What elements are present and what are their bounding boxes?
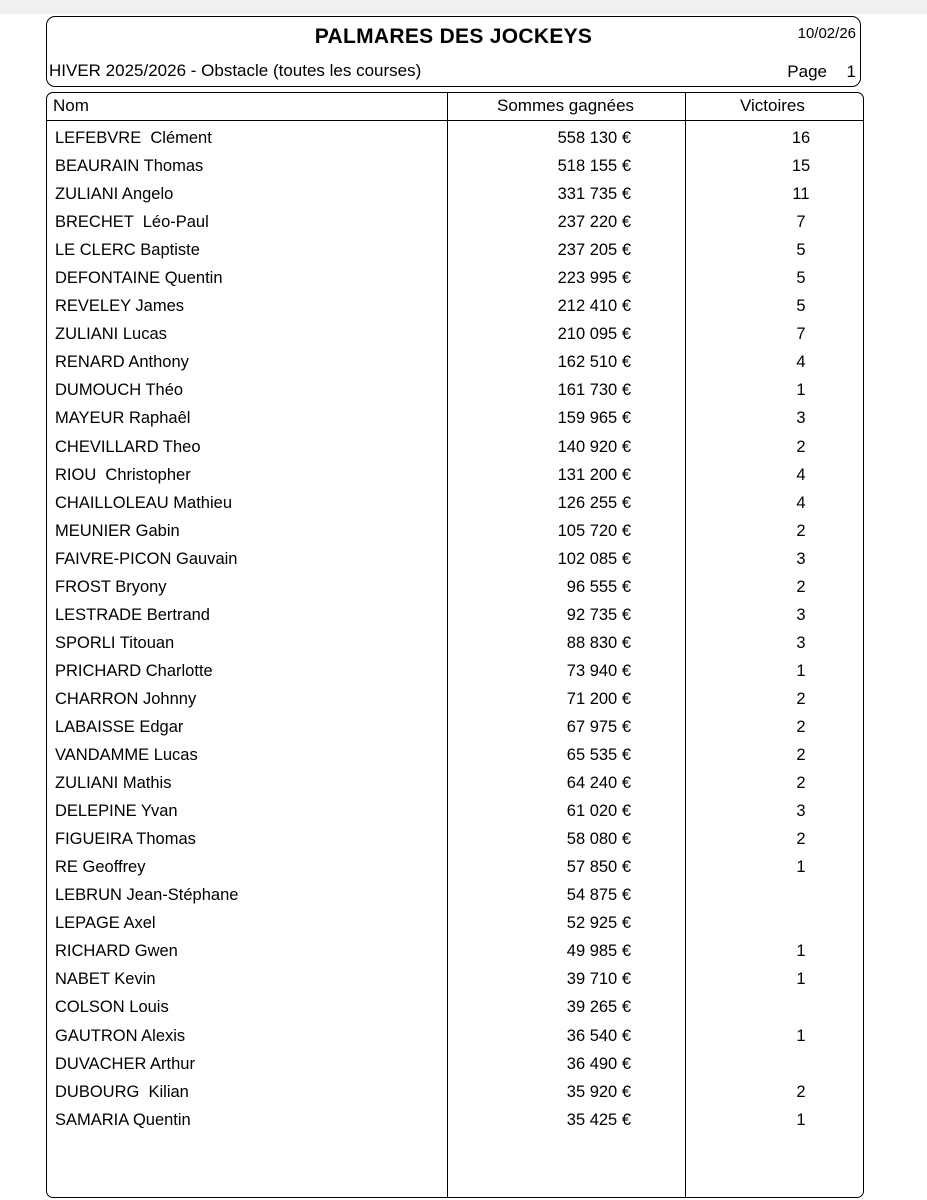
table-row <box>47 379 863 407</box>
jockey-name: CHAILLOLEAU Mathieu <box>55 493 232 512</box>
jockey-name: BRECHET Léo-Paul <box>55 213 209 232</box>
table-row <box>47 800 863 828</box>
victories: 1 <box>796 661 806 680</box>
table-row <box>47 295 863 323</box>
sum-won: 35 425 € <box>566 1110 631 1129</box>
sum-won: 212 410 € <box>557 297 631 316</box>
sum-won: 159 965 € <box>557 409 631 428</box>
table-row <box>47 688 863 716</box>
table-row <box>47 127 863 155</box>
jockey-name: LABAISSE Edgar <box>55 717 184 736</box>
sum-won: 96 555 € <box>566 577 631 596</box>
sum-won: 331 735 € <box>557 185 631 204</box>
report-title: PALMARES DES JOCKEYS <box>314 25 593 48</box>
sum-won: 67 975 € <box>566 717 631 736</box>
sum-won: 73 940 € <box>566 661 631 680</box>
sum-won: 237 205 € <box>557 241 631 260</box>
report-date: 10/02/26 <box>797 25 856 42</box>
jockey-name: RE Geoffrey <box>55 858 146 877</box>
table-row <box>47 520 863 548</box>
rankings-table <box>46 92 864 1198</box>
jockey-name: CHEVILLARD Theo <box>55 437 201 456</box>
victories: 2 <box>796 746 806 765</box>
table-row <box>47 744 863 772</box>
table-row <box>47 239 863 267</box>
victories: 2 <box>796 1082 806 1101</box>
jockey-name: LEFEBVRE Clément <box>55 129 212 147</box>
victories: 7 <box>796 325 806 344</box>
jockey-name: MAYEUR Raphaêl <box>55 409 191 428</box>
table-row <box>47 996 863 1024</box>
jockey-name: PRICHARD Charlotte <box>55 661 213 680</box>
victories: 1 <box>796 381 806 400</box>
victories: 3 <box>796 409 806 428</box>
table-row <box>47 323 863 351</box>
jockey-name: BEAURAIN Thomas <box>55 157 204 176</box>
sum-won: 58 080 € <box>566 830 631 849</box>
jockey-name: LE CLERC Baptiste <box>55 241 200 260</box>
table-body <box>47 127 863 1137</box>
victories: 2 <box>796 577 806 596</box>
column-header-wins: Victoires <box>740 96 805 115</box>
jockey-name: LEPAGE Axel <box>55 914 156 933</box>
jockey-name: REVELEY James <box>55 297 185 316</box>
jockey-name: SAMARIA Quentin <box>55 1110 191 1129</box>
sum-won: 558 130 € <box>557 129 631 147</box>
sum-won: 54 875 € <box>566 886 631 905</box>
table-row <box>47 632 863 660</box>
sum-won: 210 095 € <box>557 325 631 344</box>
victories: 2 <box>796 830 806 849</box>
table-row <box>47 407 863 435</box>
sum-won: 71 200 € <box>566 689 631 708</box>
table-row <box>47 464 863 492</box>
sum-won: 162 510 € <box>557 353 631 372</box>
jockey-name: ZULIANI Mathis <box>55 774 172 793</box>
victories: 1 <box>796 970 806 989</box>
jockey-name: LESTRADE Bertrand <box>55 605 210 624</box>
sum-won: 49 985 € <box>566 942 631 961</box>
table-row <box>47 267 863 295</box>
victories: 5 <box>796 241 806 260</box>
top-band <box>0 0 927 14</box>
header-divider <box>47 120 863 121</box>
sum-won: 161 730 € <box>557 381 631 400</box>
jockey-name: VANDAMME Lucas <box>55 746 198 765</box>
victories: 7 <box>796 213 806 232</box>
jockey-name: RICHARD Gwen <box>55 942 178 961</box>
table-row <box>47 1025 863 1053</box>
table-row <box>47 155 863 183</box>
sum-won: 126 255 € <box>557 493 631 512</box>
sum-won: 35 920 € <box>566 1082 631 1101</box>
sum-won: 52 925 € <box>566 914 631 933</box>
table-row <box>47 211 863 239</box>
table-row <box>47 828 863 856</box>
table-row <box>47 492 863 520</box>
sum-won: 57 850 € <box>566 858 631 877</box>
sum-won: 65 535 € <box>566 746 631 765</box>
table-row <box>47 912 863 940</box>
sum-won: 131 200 € <box>557 465 631 484</box>
table-row <box>47 548 863 576</box>
victories: 2 <box>796 521 806 540</box>
victories: 16 <box>791 129 811 147</box>
victories: 3 <box>796 633 806 652</box>
jockey-name: DUMOUCH Théo <box>55 381 184 400</box>
jockey-name: SPORLI Titouan <box>55 633 175 652</box>
victories: 2 <box>796 437 806 456</box>
sum-won: 36 490 € <box>566 1054 631 1073</box>
victories: 4 <box>796 465 806 484</box>
table-row <box>47 772 863 800</box>
victories: 3 <box>796 605 806 624</box>
victories: 15 <box>791 157 811 176</box>
victories: 1 <box>796 942 806 961</box>
jockey-name: DELEPINE Yvan <box>55 802 178 821</box>
victories: 1 <box>796 1026 806 1045</box>
table-row <box>47 968 863 996</box>
report-subtitle: HIVER 2025/2026 - Obstacle (toutes les courses) <box>49 61 422 80</box>
table-row <box>47 1081 863 1109</box>
table-row <box>47 940 863 968</box>
jockey-name: RENARD Anthony <box>55 353 189 372</box>
sum-won: 39 265 € <box>566 998 631 1017</box>
jockey-name: MEUNIER Gabin <box>55 521 180 540</box>
table-row <box>47 436 863 464</box>
jockey-name: DUBOURG Kilian <box>55 1082 189 1101</box>
column-header-sums: Sommes gagnées <box>497 96 635 115</box>
page-label: Page <box>787 62 827 81</box>
jockey-name: DEFONTAINE Quentin <box>55 269 223 288</box>
sum-won: 64 240 € <box>566 774 631 793</box>
jockey-name: DUVACHER Arthur <box>55 1054 195 1073</box>
sum-won: 140 920 € <box>557 437 631 456</box>
jockey-name: ZULIANI Angelo <box>55 185 174 204</box>
victories: 5 <box>796 269 806 288</box>
victories: 2 <box>796 774 806 793</box>
sum-won: 518 155 € <box>557 157 631 176</box>
victories: 4 <box>796 353 806 372</box>
victories: 3 <box>796 549 806 568</box>
jockey-name: ZULIANI Lucas <box>55 325 167 344</box>
report-header <box>46 16 861 87</box>
sum-won: 223 995 € <box>557 269 631 288</box>
victories: 1 <box>796 1110 806 1129</box>
sum-won: 102 085 € <box>557 549 631 568</box>
jockey-name: LEBRUN Jean-Stéphane <box>55 886 239 905</box>
sum-won: 105 720 € <box>557 521 631 540</box>
jockey-name: FAIVRE-PICON Gauvain <box>55 549 238 568</box>
victories: 4 <box>796 493 806 512</box>
table-row <box>47 183 863 211</box>
column-header-name: Nom <box>53 96 89 115</box>
table-row <box>47 1053 863 1081</box>
table-row <box>47 660 863 688</box>
sum-won: 39 710 € <box>566 970 631 989</box>
jockey-name: GAUTRON Alexis <box>55 1026 186 1045</box>
sum-won: 36 540 € <box>566 1026 631 1045</box>
jockey-name: RIOU Christopher <box>55 465 191 484</box>
table-row <box>47 351 863 379</box>
table-row <box>47 856 863 884</box>
victories: 2 <box>796 717 806 736</box>
victories: 2 <box>796 689 806 708</box>
sum-won: 92 735 € <box>566 605 631 624</box>
jockey-name: COLSON Louis <box>55 998 169 1017</box>
victories: 5 <box>796 297 806 316</box>
jockey-name: FIGUEIRA Thomas <box>55 830 196 849</box>
victories: 11 <box>792 185 810 204</box>
table-row <box>47 716 863 744</box>
page-number: 1 <box>846 62 856 81</box>
table-row <box>47 576 863 604</box>
victories: 3 <box>796 802 806 821</box>
sum-won: 88 830 € <box>566 633 631 652</box>
table-row <box>47 604 863 632</box>
table-row <box>47 1109 863 1137</box>
jockey-name: FROST Bryony <box>55 577 167 596</box>
jockey-name: NABET Kevin <box>55 970 156 989</box>
jockey-name: CHARRON Johnny <box>55 689 197 708</box>
sum-won: 61 020 € <box>566 802 631 821</box>
sum-won: 237 220 € <box>557 213 631 232</box>
victories: 1 <box>796 858 806 877</box>
table-row <box>47 884 863 912</box>
